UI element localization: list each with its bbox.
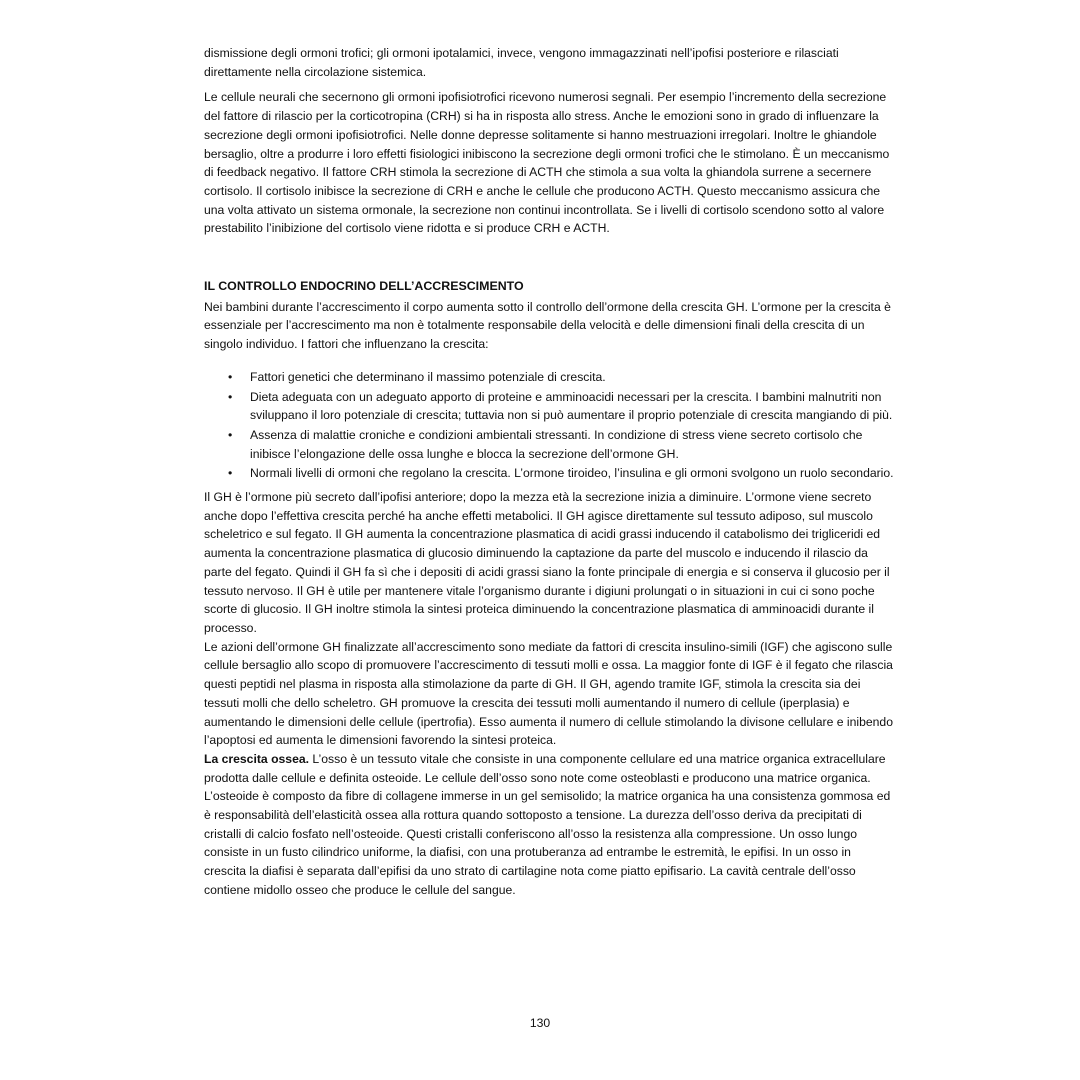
list-item: • Fattori genetici che determinano il massimo potenziale di crescita. bbox=[250, 368, 894, 387]
document-page bbox=[204, 44, 894, 900]
bone-growth-lead: La crescita ossea. bbox=[204, 751, 310, 766]
page-number: 130 bbox=[529, 1016, 551, 1030]
paragraph-igf: Le azioni dell’ormone GH finalizzate all’accrescimento sono mediate da fattori di crescita insulino-simili (IGF) che agiscono sulle cellule bersaglio allo scopo di promuovere l’accrescimento di tessuti molli e ossa. La maggior fonte di IGF è il fegato che rilascia questi peptidi nel plasma in risposta alla stimolazione da parte di GH. Il GH, agendo tramite IGF, stimola la crescita sia dei tessuti molli che dello scheletro. GH promuove la crescita dei tessuti molli aumentando il numero di cellule (iperplasia) e aumentando le dimensioni delle cellule (ipertrofia). Esso aumenta il numero di cellule stimolando la divisone cellulare e inibendo l’apoptosi ed aumenta le dimensioni favorendo la sintesi proteica. bbox=[204, 639, 893, 748]
paragraph-gh: Il GH è l’ormone più secreto dall’ipofisi anteriore; dopo la mezza età la secrezione inizia a diminuire. L’ormone viene secreto anche dopo l’effettiva crescita perché ha anche effetti metabolici. Il GH agisce direttamente sul tessuto adiposo, sul muscolo scheletrico e sul fegato. Il GH aumenta la concentrazione plasmatica di acidi grassi inducendo il catabolismo dei trigliceridi ed aumenta la concentrazione plasmatica di glucosio diminuendo la captazione da parte del muscolo e inducendo il rilascio da parte del fegato. Quindi il GH fa sì che i depositi di acidi grassi siano la fonte principale di energia e si conserva il glucosio per il tessuto nervoso. Il GH è utile per mantenere vitale l’organismo durante i digiuni prolungati o in situazioni in cui ci sono poche scorte di glucosio. Il GH inoltre stimola la sintesi proteica diminuendo la concentrazione plasmatica di amminoacidi durante il processo. bbox=[204, 490, 890, 635]
paragraph-bone-growth bbox=[204, 750, 894, 900]
paragraph-hormone-release: dismissione degli ormoni trofici; gli ormoni ipotalamici, invece, vengono immagazzinati nell’ipofisi posteriore e rilasciati direttamente nella circolazione sistemica. bbox=[204, 46, 839, 79]
list-item: • Dieta adeguata con un adeguato apporto di proteine e amminoacidi necessari per la crescita. I bambini malnutriti non sviluppano il loro potenziale di crescita; tuttavia non si può aumentare il proprio potenziale di crescita mangiando di più. bbox=[250, 388, 894, 425]
bone-growth-text: L’osso è un tessuto vitale che consiste in una componente cellulare ed una matrice organica extracellulare prodotta dalle cellule e definita osteoide. Le cellule dell’osso sono note come osteoblasti e producono una matrice organica. L’osteoide è composto da fibre di collagene immerse in un gel semisolido; la matrice organica ha una consistenza gommosa ed è responsabilità dell’elasticità ossea alla rottura quando sottoposto a tensione. La durezza dell’osso deriva da precipitati di cristalli di calcio fosfato nell’osteoide. Questi cristalli conferiscono all’osso la resistenza alla compressione. Un osso lungo consiste in un fusto cilindrico uniforme, la diafisi, con una protuberanza ad entrambe le estremità, le epifisi. In un osso in crescita la diafisi è separata dall’epifisi da uno strato di cartilagine nota come piatto epifisario. La cavità centrale dell’osso contiene midollo osseo che produce le cellule del sangue. bbox=[204, 751, 891, 897]
paragraph-growth-intro: Nei bambini durante l’accrescimento il corpo aumenta sotto il controllo dell’ormone della crescita GH. L’ormone per la crescita è essenziale per l’accrescimento ma non è totalmente responsabile della velocità e delle dimensioni finali della crescita di un singolo individuo. I fattori che influenzano la crescita: bbox=[204, 299, 891, 352]
section-heading: IL CONTROLLO ENDOCRINO DELL’ACCRESCIMENTO bbox=[204, 279, 524, 294]
growth-factors-list bbox=[204, 368, 894, 483]
list-item: • Normali livelli di ormoni che regolano la crescita. L’ormone tiroideo, l’insulina e gli ormoni svolgono un ruolo secondario. bbox=[250, 464, 894, 483]
paragraph-feedback: Le cellule neurali che secernono gli ormoni ipofisiotrofici ricevono numerosi segnali. Per esempio l’incremento della secrezione del fattore di rilascio per la corticotropina (CRH) si ha in risposta allo stress. Anche le emozioni sono in grado di influenzare la secrezione degli ormoni ipofisiotrofici. Nelle donne depresse solitamente si hanno mestruazioni irregolari. Inoltre le ghiandole bersaglio, oltre a produrre i loro effetti fisiologici inibiscono la secrezione degli ormoni trofici che le stimolano. È un meccanismo di feedback negativo. Il fattore CRH stimola la secrezione di ACTH che stimola a sua volta la ghiandola surrene a secernere cortisolo. Il cortisolo inibisce la secrezione di CRH e anche le cellule che producono ACTH. Questo meccanismo assicura che una volta attivato un sistema ormonale, la secrezione non continui incontrollata. Se i livelli di cortisolo scendono sotto al valore prestabilito l’inibizione del cortisolo viene ridotta e si produce CRH e ACTH. bbox=[204, 90, 890, 236]
list-item: • Assenza di malattie croniche e condizioni ambientali stressanti. In condizione di stress viene secreto cortisolo che inibisce l’elongazione delle ossa lunghe e blocca la secrezione dell’ormone GH. bbox=[250, 426, 894, 463]
